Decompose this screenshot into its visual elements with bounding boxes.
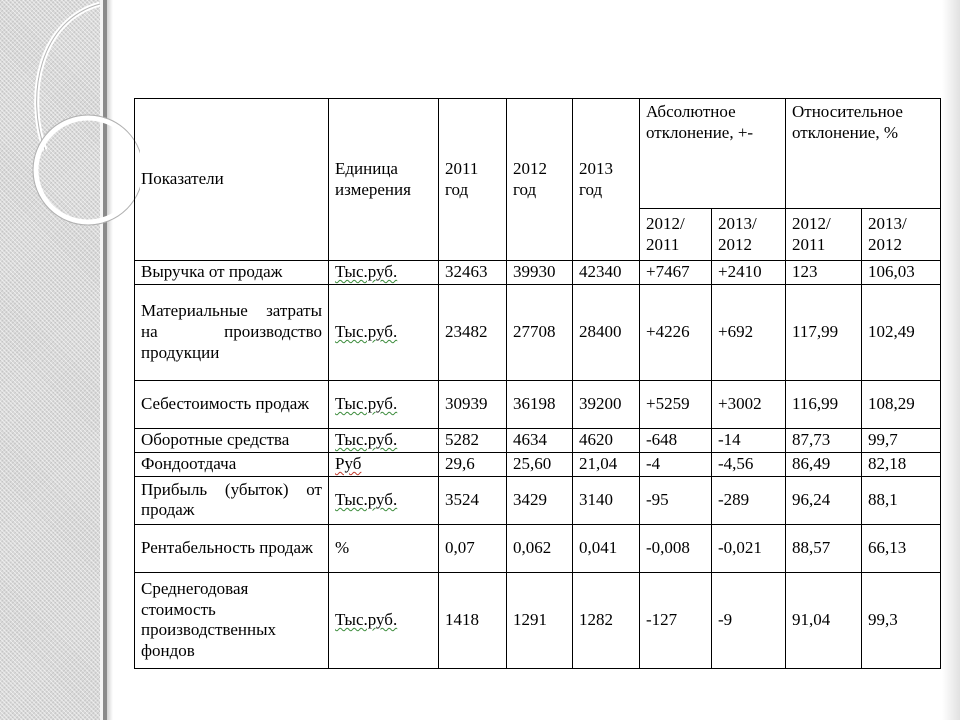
row-unit — [329, 476, 439, 524]
row-unit — [329, 452, 439, 476]
decor-arc-large-outline — [37, 4, 100, 150]
unit-text: Тыс.руб. — [335, 262, 398, 281]
header-row — [135, 99, 941, 209]
table-row — [135, 284, 941, 380]
row-value-2012: 39930 — [507, 261, 573, 285]
table-row — [135, 572, 941, 668]
row-rel-2012-2011: 116,99 — [786, 380, 862, 428]
header-year-2011: 2011 год — [439, 99, 507, 261]
row-value-2013: 4620 — [573, 428, 640, 452]
subheader-abs-2013-2012: 2013/ 2012 — [712, 209, 786, 261]
row-rel-2012-2011: 88,57 — [786, 524, 862, 572]
row-rel-2013-2012: 99,7 — [862, 428, 941, 452]
subheader-rel-2013-2012: 2013/ 2012 — [862, 209, 941, 261]
row-unit — [329, 261, 439, 285]
row-label: Выручка от продаж — [135, 261, 329, 285]
row-value-2011: 5282 — [439, 428, 507, 452]
row-value-2012: 0,062 — [507, 524, 573, 572]
table-row — [135, 476, 941, 524]
row-value-2013: 28400 — [573, 284, 640, 380]
row-rel-2013-2012: 106,03 — [862, 261, 941, 285]
row-value-2012: 27708 — [507, 284, 573, 380]
row-value-2011: 29,6 — [439, 452, 507, 476]
row-abs-2012-2011: +5259 — [640, 380, 712, 428]
table-row — [135, 428, 941, 452]
row-label: Прибыль (убыток) от продаж — [135, 476, 329, 524]
row-label: Оборотные средства — [135, 428, 329, 452]
subheader-abs-2012-2011: 2012/ 2011 — [640, 209, 712, 261]
row-unit: % — [329, 524, 439, 572]
unit-text: Тыс.руб. — [335, 321, 398, 341]
row-label: Фондоотдача — [135, 452, 329, 476]
row-abs-2012-2011: +7467 — [640, 261, 712, 285]
header-relative-deviation: Относительное отклонение, % — [786, 99, 941, 209]
header-year-2012: 2012 год — [507, 99, 573, 261]
financial-indicators-table — [134, 98, 941, 669]
row-value-2011: 23482 — [439, 284, 507, 380]
row-value-2013: 1282 — [573, 572, 640, 668]
row-abs-2013-2012: -289 — [712, 476, 786, 524]
row-label: Среднегодовая стоимость производственных фондов — [135, 572, 329, 668]
row-label: Рентабельность продаж — [135, 524, 329, 572]
slide-edge-shadow — [942, 0, 960, 720]
row-rel-2013-2012: 88,1 — [862, 476, 941, 524]
row-rel-2013-2012: 82,18 — [862, 452, 941, 476]
unit-text: Тыс.руб. — [335, 489, 398, 509]
row-label: Себестоимость продаж — [135, 380, 329, 428]
unit-text: Тыс.руб. — [335, 393, 398, 413]
row-rel-2012-2011: 87,73 — [786, 428, 862, 452]
table-row — [135, 524, 941, 572]
unit-text: Тыс.руб. — [335, 429, 398, 449]
row-rel-2013-2012: 102,49 — [862, 284, 941, 380]
row-rel-2013-2012: 108,29 — [862, 380, 941, 428]
row-label: Материальные затраты на производство продукции — [135, 284, 329, 380]
row-rel-2013-2012: 66,13 — [862, 524, 941, 572]
table-row — [135, 261, 941, 285]
row-rel-2012-2011: 96,24 — [786, 476, 862, 524]
row-abs-2012-2011: -0,008 — [640, 524, 712, 572]
decor-arc-large — [37, 4, 100, 150]
row-unit — [329, 572, 439, 668]
row-rel-2012-2011: 91,04 — [786, 572, 862, 668]
row-rel-2013-2012: 99,3 — [862, 572, 941, 668]
row-value-2013: 21,04 — [573, 452, 640, 476]
row-rel-2012-2011: 117,99 — [786, 284, 862, 380]
row-value-2012: 4634 — [507, 428, 573, 452]
row-value-2012: 36198 — [507, 380, 573, 428]
row-value-2013: 39200 — [573, 380, 640, 428]
row-abs-2012-2011: +4226 — [640, 284, 712, 380]
row-abs-2013-2012: -9 — [712, 572, 786, 668]
row-unit — [329, 284, 439, 380]
row-abs-2013-2012: -14 — [712, 428, 786, 452]
unit-text: Руб — [335, 453, 362, 473]
row-value-2012: 1291 — [507, 572, 573, 668]
row-value-2012: 3429 — [507, 476, 573, 524]
header-year-2013: 2013 год — [573, 99, 640, 261]
row-abs-2012-2011: -4 — [640, 452, 712, 476]
table-row — [135, 380, 941, 428]
row-abs-2013-2012: +2410 — [712, 261, 786, 285]
row-rel-2012-2011: 123 — [786, 261, 862, 285]
subheader-rel-2012-2011: 2012/ 2011 — [786, 209, 862, 261]
row-value-2013: 42340 — [573, 261, 640, 285]
row-abs-2013-2012: -0,021 — [712, 524, 786, 572]
row-value-2013: 3140 — [573, 476, 640, 524]
row-abs-2012-2011: -648 — [640, 428, 712, 452]
row-value-2011: 0,07 — [439, 524, 507, 572]
row-value-2011: 1418 — [439, 572, 507, 668]
row-abs-2013-2012: +692 — [712, 284, 786, 380]
table-row — [135, 452, 941, 476]
row-unit — [329, 380, 439, 428]
decor-ring — [36, 118, 140, 222]
row-abs-2013-2012: +3002 — [712, 380, 786, 428]
header-absolute-deviation: Абсолютное отклонение, +- — [640, 99, 786, 209]
row-abs-2012-2011: -95 — [640, 476, 712, 524]
row-value-2012: 25,60 — [507, 452, 573, 476]
row-value-2013: 0,041 — [573, 524, 640, 572]
row-abs-2012-2011: -127 — [640, 572, 712, 668]
row-abs-2013-2012: -4,56 — [712, 452, 786, 476]
row-value-2011: 3524 — [439, 476, 507, 524]
row-value-2011: 30939 — [439, 380, 507, 428]
header-indicator: Показатели — [135, 99, 329, 261]
row-value-2011: 32463 — [439, 261, 507, 285]
row-unit — [329, 428, 439, 452]
decorative-arcs — [0, 0, 140, 300]
unit-text: Тыс.руб. — [335, 609, 398, 629]
header-unit: Единица измерения — [329, 99, 439, 261]
row-rel-2012-2011: 86,49 — [786, 452, 862, 476]
